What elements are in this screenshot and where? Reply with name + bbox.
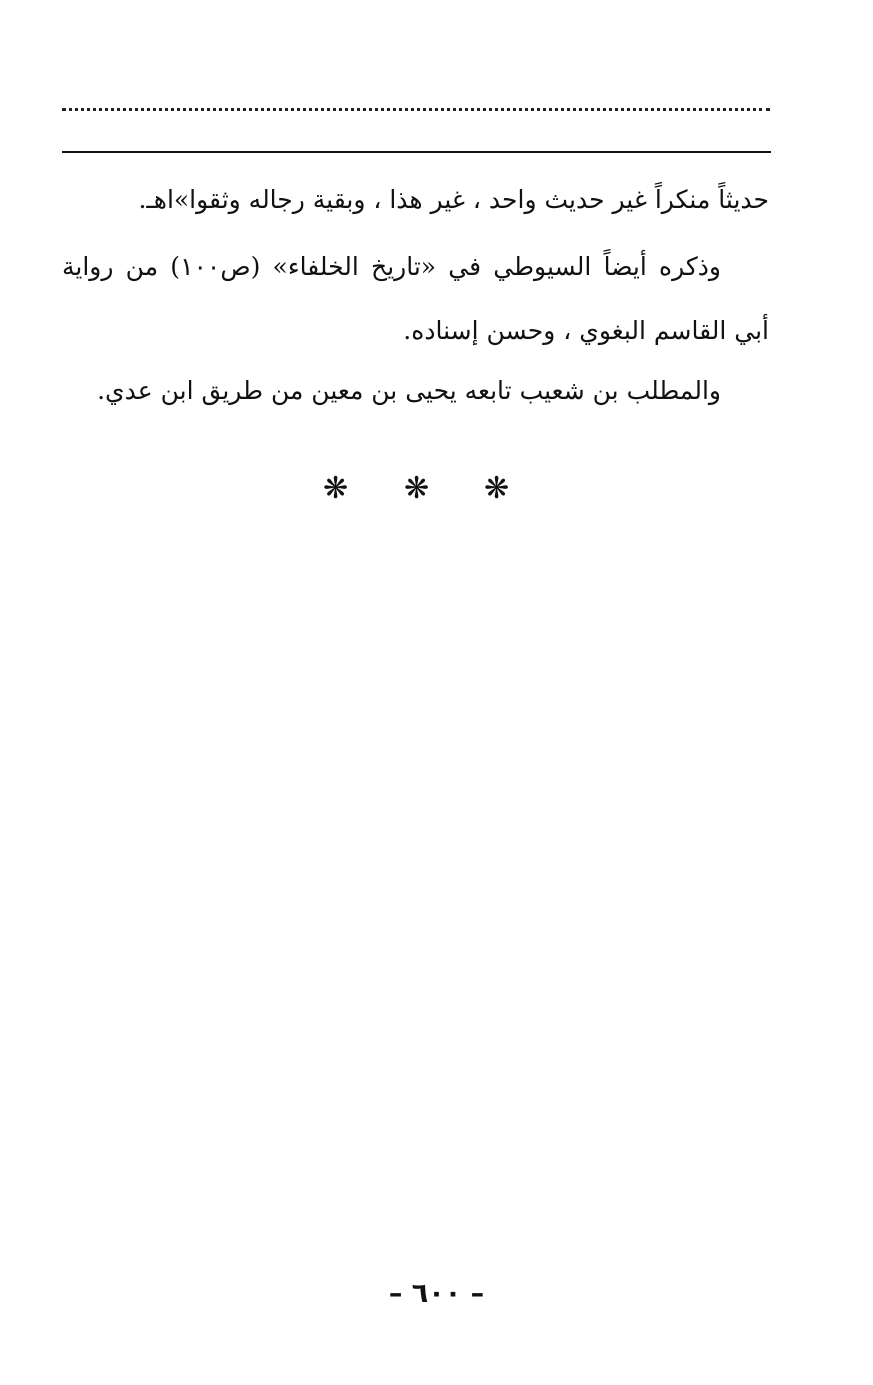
text-line: أبي القاسم البغوي ، وحسن إسناده. — [403, 316, 769, 345]
page-footer — [0, 1276, 873, 1312]
asterisk-icon: ❋ — [484, 471, 510, 506]
text-line: والمطلب بن شعيب تابعه يحيى بن معين من طريق ابن عدي. — [97, 376, 721, 405]
footnote-separator-rule — [62, 151, 771, 153]
page-number: – ٦٠٠ – — [388, 1278, 485, 1309]
text-line: حديثاً منكراً غير حديث واحد ، غير هذا ، وبقية رجاله وثقوا»اهـ. — [138, 185, 769, 214]
section-end-ornament — [0, 466, 873, 512]
dotted-separator-rule — [62, 108, 770, 111]
text-line: وذكره أيضاً السيوطي في «تاريخ الخلفاء» (ص١٠٠) من رواية — [62, 252, 721, 281]
asterisk-icon: ❋ — [404, 471, 430, 506]
asterisk-icon: ❋ — [323, 471, 349, 506]
